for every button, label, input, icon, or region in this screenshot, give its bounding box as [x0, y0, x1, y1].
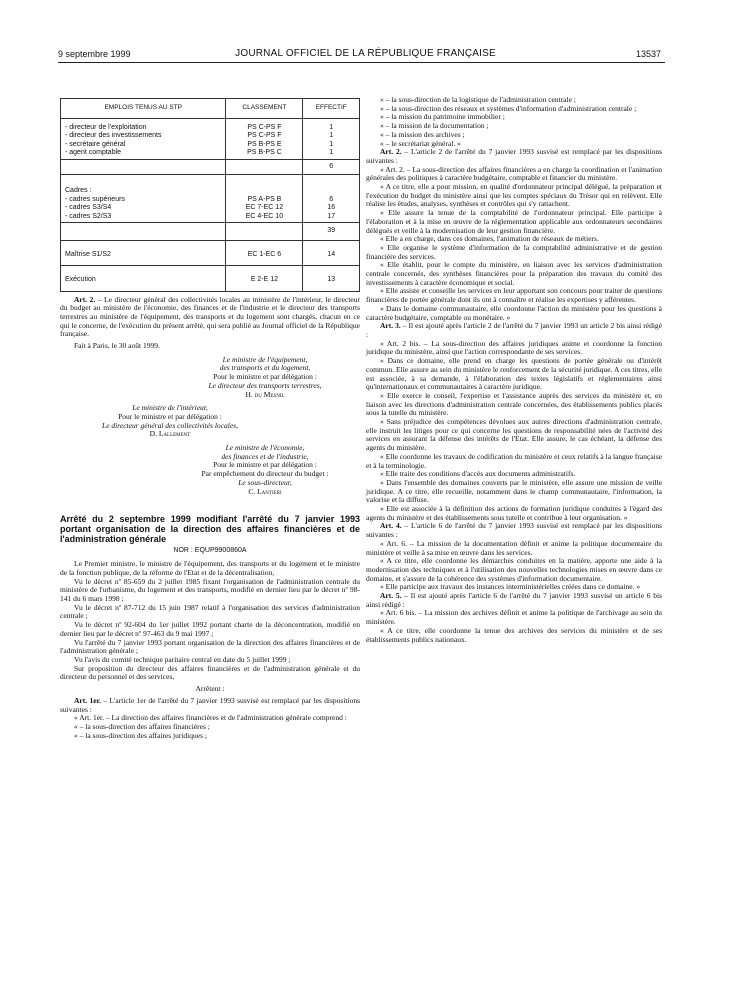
table-cell: - cadres supérieurs: [65, 195, 125, 203]
table-cell: - agent comptable: [65, 149, 122, 156]
table-cell: EC 4-EC 10: [245, 212, 284, 220]
employment-table: [60, 98, 360, 292]
body-paragraph: « Dans ce domaine, elle prend en charge les questions de portée générale ou d'intérêt commun. Elle assure au sein du ministère le renforcement de la sécurité juridique. A ces titres, elle est associée, à sa demande, à l'élaboration des textes législatifs et réglementaires ainsi qu'internationaux et communautaires à caractère juridique.: [366, 356, 662, 392]
table-cell: EC 7-EC 12: [245, 204, 284, 211]
body-paragraph: « Art. 2 bis. – La sous-direction des affaires juridiques anime et coordonne la fonction juridique du ministère, ainsi que l'action correspondante de ses services.: [366, 338, 662, 357]
article-2-paragraph: Art. 2. – Le directeur général des collectivités locales au ministère de l'intérieur, le directeur du budget au ministère de l'économie, des finances et de l'industrie et le directeur des transports terrestres au ministère de l'équipement, des transports et du logement sont chargés, chacun en ce qui le concerne, de l'exécution du présent arrêté, qui sera publié au Journal officiel de la République française.: [60, 294, 360, 339]
table-cell: - cadres S3/S4: [65, 204, 112, 211]
body-paragraph: Vu le décret nº 85-659 du 2 juillet 1985 fixant l'organisation de l'administration centrale du ministère de l'urbanisme, du logement et des transports, modifié en dernier lieu par le décret nº 98-141 du 6 mars 1998 ;: [60, 576, 360, 604]
arrete-title: Arrêté du 2 septembre 1999 modifiant l'arrêté du 7 janvier 1993 portant organisation de la direction des affaires financières et de l'administration générale: [60, 514, 360, 545]
table-cell: Exécution: [61, 266, 226, 292]
table-cell: 1: [329, 132, 334, 139]
page-number: 13537: [635, 49, 661, 59]
table-row: [61, 159, 360, 175]
body-paragraph: Le Premier ministre, le ministre de l'équipement, des transports et du logement et le ministre de la fonction publique, de la réforme de l'Etat et de la décentralisation,: [60, 559, 360, 577]
body-paragraph: « Dans le domaine communautaire, elle coordonne l'action du ministère pour les questions à caractère budgétaire, comptable ou monétaire. »: [366, 303, 662, 322]
page-header: [0, 0, 731, 70]
body-paragraph: « Elle coordonne les travaux de codification du ministère et ceux relatifs à la langue française et à la terminologie.: [366, 451, 662, 470]
table-cell: PS B-PS E: [247, 140, 282, 148]
list-item: « – la mission de la documentation ;: [380, 121, 489, 131]
body-paragraph: « A ce titre, elle a pour mission, en qualité d'ordonnateur principal délégué, la préparation et l'exécution du budget du ministère ainsi que les comptes spéciaux du Trésor qui en relèvent. Elle réalise les études, analyses, synthèses et contrôles qui s'y rattachent.: [366, 182, 662, 209]
table-row: [61, 223, 360, 241]
article-1-paragraph: Art. 1er. – L'article 1er de l'arrêté du 7 janvier 1993 susvisé est remplacé par les dispositions suivantes :: [60, 695, 360, 714]
list-item: « – la mission des archives ;: [380, 129, 465, 139]
body-paragraph: « Sans préjudice des compétences dévolues aux autres directions d'administration centrale, elle instruit les litiges pour ce qui concerne les questions de responsabilité nées de l'activité des services en assurant la défense des intérêts de l'Etat. Elle assure, le cas échéant, la défense des agents du ministère.: [366, 417, 662, 453]
left-column: [60, 98, 360, 740]
body-paragraph: « Elle exerce le conseil, l'expertise et l'assistance auprès des services du ministère et, en liaison avec les directions d'administration centrale concernées, des établissements publics placés sous la tutelle du ministère.: [366, 390, 662, 418]
table-cell: E 2-E 12: [226, 266, 303, 292]
table-cell: PS A-PS B: [247, 195, 282, 203]
table-cell: PS B-PS C: [247, 149, 282, 156]
body-paragraph: « Elle est associée à la définition des actions de formation juridique conduites à l'égard des agents du ministère et des établissements sous tutelle et contribue à leur organisation. »: [366, 504, 662, 522]
nor-reference: NOR : EQUP9900860A: [173, 547, 247, 555]
list-item: « – la sous-direction de la logistique de l'administration centrale ;: [380, 95, 576, 104]
table-row: [61, 266, 360, 292]
table-cell: 14: [303, 240, 360, 266]
body-paragraph: « A ce titre, elle coordonne la tenue des archives des services du ministère et de ses établissements publics nationaux.: [366, 625, 662, 644]
table-cell: Maîtrise S1/S2: [61, 240, 226, 266]
table-total: 39: [303, 223, 360, 241]
table-cell: 16: [327, 204, 336, 211]
table-cell: Cadres :: [65, 187, 92, 194]
signature-block: Le ministre de l'équipement, des transports et du logement, Pour le ministre et par délégation : Le directeur des transports terrestres, H. du Mesnil: [208, 354, 322, 399]
fait-line: Fait à Paris, le 30 août 1999.: [74, 341, 160, 351]
body-paragraph: « Elle assure la tenue de la comptabilité de l'ordonnateur principal. Elle participe à l'élaboration et à la mise en œuvre de la réglementation applicable aux ordonnateurs secondaires délégués et veille à la modernisation de leur gestion financière.: [366, 208, 662, 235]
article-1-quote: « Art. 1er. – La direction des affaires financières et de l'administration générale comprend :: [74, 713, 347, 723]
body-paragraph: Vu le décret nº 92-604 du 1er juillet 1992 portant charte de la déconcentration, modifié en dernier lieu par le décret nº 97-463 du 9 mai 1997 ;: [60, 620, 360, 638]
article-2-heading: Art. 2. – L'article 2 de l'arrêté du 7 janvier 1993 susvisé est remplacé par les dispositions suivantes :: [366, 147, 662, 165]
table-cell: 17: [327, 212, 336, 220]
table-cell: 6: [329, 195, 334, 203]
body-paragraph: Vu l'avis du comité technique paritaire central en date du 5 juillet 1999 ;: [74, 655, 291, 664]
table-cell: - cadres S2/S3: [65, 212, 112, 220]
table-total: 6: [303, 159, 360, 175]
col-header-emplois: EMPLOIS TENUS AU STP: [61, 99, 226, 119]
arretent: Arrêtent :: [195, 684, 225, 694]
table-cell: PS C-PS F: [247, 123, 282, 131]
signature-block: Le ministre de l'économie, des finances et de l'industrie, Pour le ministre et par délégation : Par empêchement du directeur du budget : Le sous-directeur, C. Lantieri: [201, 443, 329, 496]
article-4-heading: Art. 4. – L'article 6 de l'arrêté du 7 janvier 1993 susvisé est remplacé par les dispositions suivantes :: [366, 521, 662, 540]
body-paragraph: « Elle assiste et conseille les services en leur apportant son concours pour traiter de questions financières de portée générale dont ils ont à connaître et réalise les expertises y afférentes.: [366, 286, 662, 305]
list-item: « – la sous-direction des affaires financières ;: [74, 721, 210, 731]
table-row: [61, 240, 360, 266]
table-cell: 1: [329, 149, 334, 156]
list-item: « – la mission du patrimoine immobilier ;: [380, 112, 505, 122]
header-date: 9 septembre 1999: [58, 49, 131, 59]
article-5-heading: Art. 5. – Il est ajouté après l'article 6 de l'arrêté du 7 janvier 1993 susvisé un article 6 bis ainsi rédigé :: [366, 591, 662, 609]
right-column: [366, 96, 662, 644]
body-paragraph: « Elle traite des conditions d'accès aux documents administratifs.: [380, 469, 576, 479]
list-item: « – le secrétariat général. »: [380, 138, 461, 148]
body-paragraph: « Art. 6 bis. – La mission des archives définit et anime la politique de l'archivage au sein du ministère.: [366, 608, 662, 627]
table-cell: - directeur de l'exploitation: [65, 123, 147, 131]
col-header-effectif: EFFECTIF: [303, 99, 360, 119]
header-rule: [58, 62, 665, 63]
journal-title: JOURNAL OFFICIEL DE LA RÉPUBLIQUE FRANÇAISE: [235, 48, 496, 59]
body-paragraph: Sur proposition du directeur des affaires financières et de l'administration générale et du directeur du personnel et des services,: [60, 663, 360, 682]
list-item: « – la sous-direction des réseaux et systèmes d'information d'administration centrale ;: [380, 103, 637, 113]
article-3-heading: Art. 3. – Il est ajouté après l'article 2 de l'arrêté du 7 janvier 1993 un article 2 bis ainsi rédigé :: [366, 321, 662, 339]
table-row: [61, 118, 360, 159]
body-paragraph: « Art. 2. – La sous-direction des affaires financières a en charge la coordination et l'animation générales des politiques à caractère budgétaire, comptable et financier du ministère.: [366, 164, 662, 183]
table-cell: 1: [329, 140, 334, 148]
body-paragraph: « Elle participe aux travaux des instances interministérielles créées dans ce domaine. »: [380, 582, 641, 592]
body-paragraph: « Elle a en charge, dans ces domaines, l'animation de réseaux de métiers.: [380, 234, 599, 244]
body-paragraph: Vu le décret nº 87-712 du 15 juin 1987 relatif à l'organisation des services d'administration centrale ;: [60, 602, 360, 621]
body-paragraph: « Dans l'ensemble des domaines couverts par le ministère, elle assure une mission de veille juridique. A ce titre, elle recueille, notamment dans le champ communautaire, l'information, la valorise et la diffuse.: [366, 477, 662, 505]
list-item: « – la sous-direction des affaires juridiques ;: [74, 730, 207, 740]
table-cell: 1: [329, 123, 334, 131]
col-header-classement: CLASSEMENT: [226, 99, 303, 119]
table-cell: - secrétaire général: [65, 140, 126, 148]
table-cell: EC 1-EC 6: [226, 240, 303, 266]
body-paragraph: Vu l'arrêté du 7 janvier 1993 portant organisation de la direction des affaires financières et de l'administration générale ;: [60, 637, 360, 656]
table-cell: - directeur des investissements: [65, 132, 162, 139]
body-paragraph: « Elle organise le système d'information de la comptabilité administrative et de gestion financière des services.: [366, 242, 662, 261]
signature-block: Le ministre de l'intérieur, Pour le ministre et par délégation : Le directeur général des collectivités locales, D. Lallement: [102, 403, 238, 439]
table-cell: PS C-PS F: [247, 132, 282, 139]
table-row: [61, 175, 360, 223]
body-paragraph: « Art. 6. – La mission de la documentation définit et anime la politique documentaire du ministère et veille à sa mise en œuvre dans les services.: [366, 538, 662, 557]
body-paragraph: « A ce titre, elle coordonne les démarches conduites en la matière, apporte une aide à la modernisation des techniques et à l'utilisation des nouvelles technologies mises en œuvre dans ce domaine, et s'assure de la cohérence des systèmes d'information documentaire.: [366, 556, 662, 583]
table-cell: 13: [303, 266, 360, 292]
body-paragraph: « Elle établit, pour le compte du ministère, en liaison avec les services d'administration centrale concernés, des synthèses financières pour la préparation des travaux du comité des investissements à caractère économique et social.: [366, 260, 662, 287]
